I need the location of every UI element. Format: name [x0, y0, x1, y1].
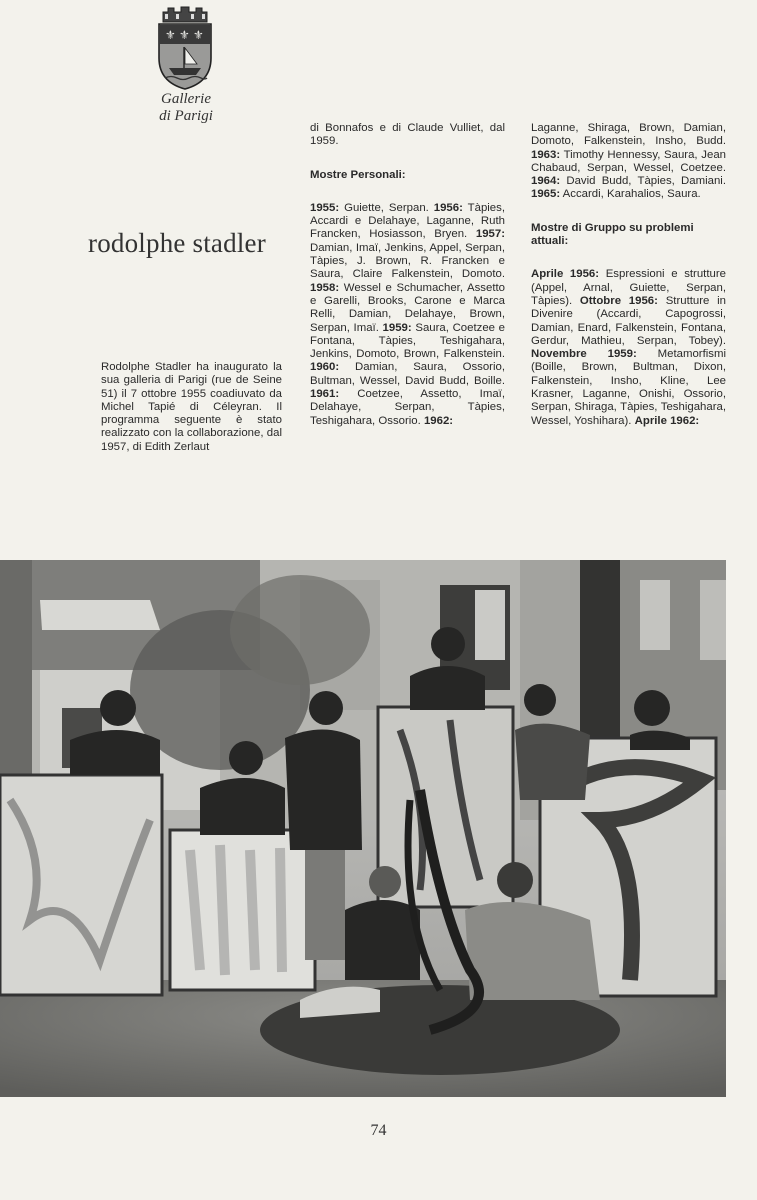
- entry-text: Tàpies, Accardi e Delahaye, Laganne, Ruth Francken, Hosiasson, Bryen.: [310, 201, 505, 241]
- entry-text: Guiette, Serpan.: [339, 201, 434, 214]
- personal-exhibitions-list-a: [310, 202, 505, 428]
- intro-text-part2: di Bonnafos e di Claude Vulliet, dal 1959.: [310, 122, 505, 148]
- entry-text: Metamorfismi (Boille, Brown, Bultman, Dixon, Falkenstein, Insho, Kline, Lee Krasner, Laganne, Onishi, Ossorio, Serpan, Shiraga, Tàpies, Teshigahara, Wessel, Yoshihara).: [531, 348, 726, 427]
- entry-text: David Budd, Tàpies, Damiani.: [560, 175, 726, 188]
- entry-text: Damian, Saura, Ossorio, Bultman, Wessel, David Budd, Boille.: [310, 361, 505, 387]
- intro-paragraph: [101, 361, 282, 454]
- year-label: 1963:: [531, 148, 561, 161]
- paris-coat-of-arms-icon: [151, 6, 219, 90]
- year-label: 1958:: [310, 281, 340, 294]
- year-label: 1962:: [423, 414, 454, 427]
- entry-text: Laganne, Shiraga, Brown, Damian, Domoto, Falkenstein, Insho, Budd.: [531, 122, 726, 148]
- date-label: Aprile 1962:: [634, 414, 700, 427]
- personal-exhibitions-heading: Mostre Personali:: [310, 168, 406, 181]
- entry-text: Coetzee, Assetto, Imaï, Delahaye, Serpan, Tàpies, Teshigahara, Ossorio.: [310, 388, 505, 427]
- gallery-label-line1: Gallerie: [161, 91, 211, 107]
- text-column-right: [531, 122, 726, 428]
- entry-text: Damian, Imaï, Jenkins, Appel, Serpan, Tàpies, J. Brown, R. Francken e Saura, Claire Falkenstein, Domoto.: [310, 241, 505, 281]
- entry-text: Espressioni e strutture (Appel, Arnal, Guiette, Serpan, Tàpies).: [531, 268, 726, 307]
- entry-text: Timothy Hennessy, Saura, Jean Chabaud, Serpan, Wessel, Coetzee.: [531, 148, 726, 174]
- year-label: 1956:: [433, 201, 463, 214]
- page-title: rodolphe stadler: [88, 228, 266, 258]
- svg-text:⚜: ⚜: [179, 28, 190, 42]
- year-label: 1965:: [531, 188, 561, 201]
- date-label: Ottobre 1956:: [579, 294, 658, 307]
- text-column-middle: [310, 122, 505, 428]
- entry-text: Wessel e Schumacher, Assetto e Garelli, Brooks, Carone e Marca Relli, Damian, Delahaye, Brown, Serpan, Imaï.: [310, 281, 505, 334]
- year-label: 1955:: [310, 201, 340, 214]
- year-label: 1959:: [382, 321, 412, 334]
- intro-text-part1: Rodolphe Stadler ha inaugurato la sua galleria di Parigi (rue de Seine 51) il 7 ottobre 1955 coadiuvato da Michel Tapié di Céleyran. Il programma seguente è stato realizzato con la collaborazione, dal 1957, di Edith Zerlaut: [101, 361, 282, 453]
- year-label: 1961:: [310, 388, 340, 401]
- year-label: 1957:: [475, 228, 505, 241]
- group-exhibitions-heading: Mostre di Gruppo su problemi attuali:: [531, 221, 694, 248]
- year-label: 1960:: [310, 361, 340, 374]
- group-exhibitions-list: [531, 268, 726, 428]
- svg-text:⚜: ⚜: [165, 28, 176, 42]
- date-label: Aprile 1956:: [531, 268, 600, 281]
- gallery-label-line2: di Parigi: [159, 108, 213, 124]
- page-number: 74: [370, 1122, 387, 1139]
- entry-text: Strutture in Divenire (Accardi, Capogrossi, Damian, Enard, Falkenstein, Fontana, Gerdur, Mathieu, Serpan, Tobey).: [531, 294, 726, 347]
- entry-text: Saura, Coetzee e Fontana, Tàpies, Teshigahara, Jenkins, Domoto, Brown, Falkenstein.: [310, 321, 505, 361]
- gallery-group-photo: [0, 560, 726, 1097]
- svg-text:⚜: ⚜: [193, 28, 204, 42]
- gallery-label: [140, 91, 232, 125]
- date-label: Novembre 1959:: [531, 348, 637, 361]
- entry-text: Accardi, Karahalios, Saura.: [560, 188, 701, 201]
- personal-exhibitions-list-b: [531, 122, 726, 202]
- year-label: 1964:: [531, 175, 561, 188]
